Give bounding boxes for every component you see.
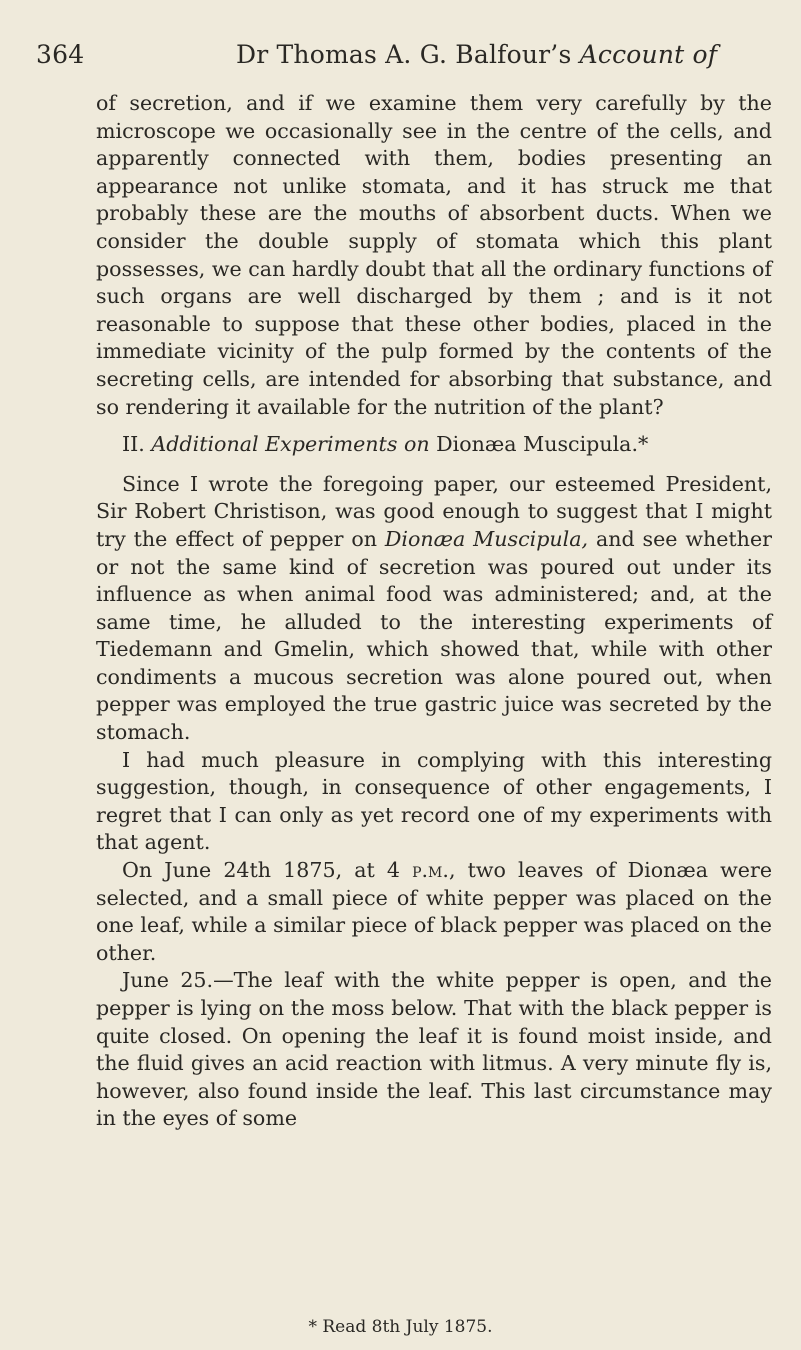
- species-name: Dionæa Muscipula,: [384, 526, 589, 551]
- section-heading: [96, 431, 772, 459]
- running-head-roman: Dr Thomas A. G. Balfour’s: [236, 40, 580, 69]
- paragraph-text: Since I wrote the foregoing paper, our esteemed President, Sir Robert Christison, was good enough to suggest that I might try the effect of pepper on: [96, 471, 772, 551]
- paragraph: [96, 471, 772, 747]
- paragraph-text: and see whether or not the same kind of secretion was poured out under its influence as when animal food was administered; and, at the same time, he alluded to the interesting experiments of Tiedemann and Gmelin, which showed that, while with other condiments a mucous secretion was alone poured out, when pepper was employed the true gastric juice was secreted by the stomach.: [96, 526, 772, 745]
- paragraph: [96, 857, 772, 967]
- paragraph-text: , two leaves of Dionæa were selected, and a small piece of white pepper was placed on the one leaf, while a similar piece of black pepper was placed on the other.: [96, 858, 773, 965]
- paragraph: I had much pleasure in complying with this interesting suggestion, though, in consequence of other engagements, I regret that I can only as yet record one of my experiments with that agent.: [96, 747, 772, 855]
- page-number: 364: [36, 40, 85, 69]
- section-number: II.: [122, 432, 152, 457]
- paragraph-text: On June 24th 1875, at 4: [122, 858, 413, 883]
- section-title-italic: Additional Experiments on: [151, 432, 430, 457]
- section-title-tail: Dionæa Muscipula.*: [429, 432, 649, 457]
- running-head: [236, 40, 717, 69]
- paragraph: June 25.—The leaf with the white pepper is open, and the pepper is lying on the moss below. That with the black pepper is quite closed. On opening the leaf it is found moist inside, and the fluid gives an acid reaction with litmus. A very minute fly is, however, also found inside the leaf. This last circumstance may in the eyes of some: [96, 968, 772, 1131]
- footnote: * Read 8th July 1875.: [308, 1317, 493, 1337]
- body-text: [96, 90, 772, 1133]
- running-head-italic: Account of: [579, 40, 718, 69]
- time-abbrev: p.m.: [412, 858, 449, 883]
- paragraph-continued: of secretion, and if we examine them very carefully by the microscope we occasionally see in the centre of the cells, and apparently connected with them, bodies presenting an appearance not unlike stomata, and it has struck me that probably these are the mouths of absorbent ducts. When we consider the double supply of stomata which this plant possesses, we can hardly doubt that all the ordinary functions of such organs are well discharged by them ; and is it not reasonable to suppose that these other bodies, placed in the immediate vicinity of the pulp formed by the contents of the secreting cells, are intended for absorbing that substance, and so rendering it available for the nutrition of the plant?: [96, 91, 772, 419]
